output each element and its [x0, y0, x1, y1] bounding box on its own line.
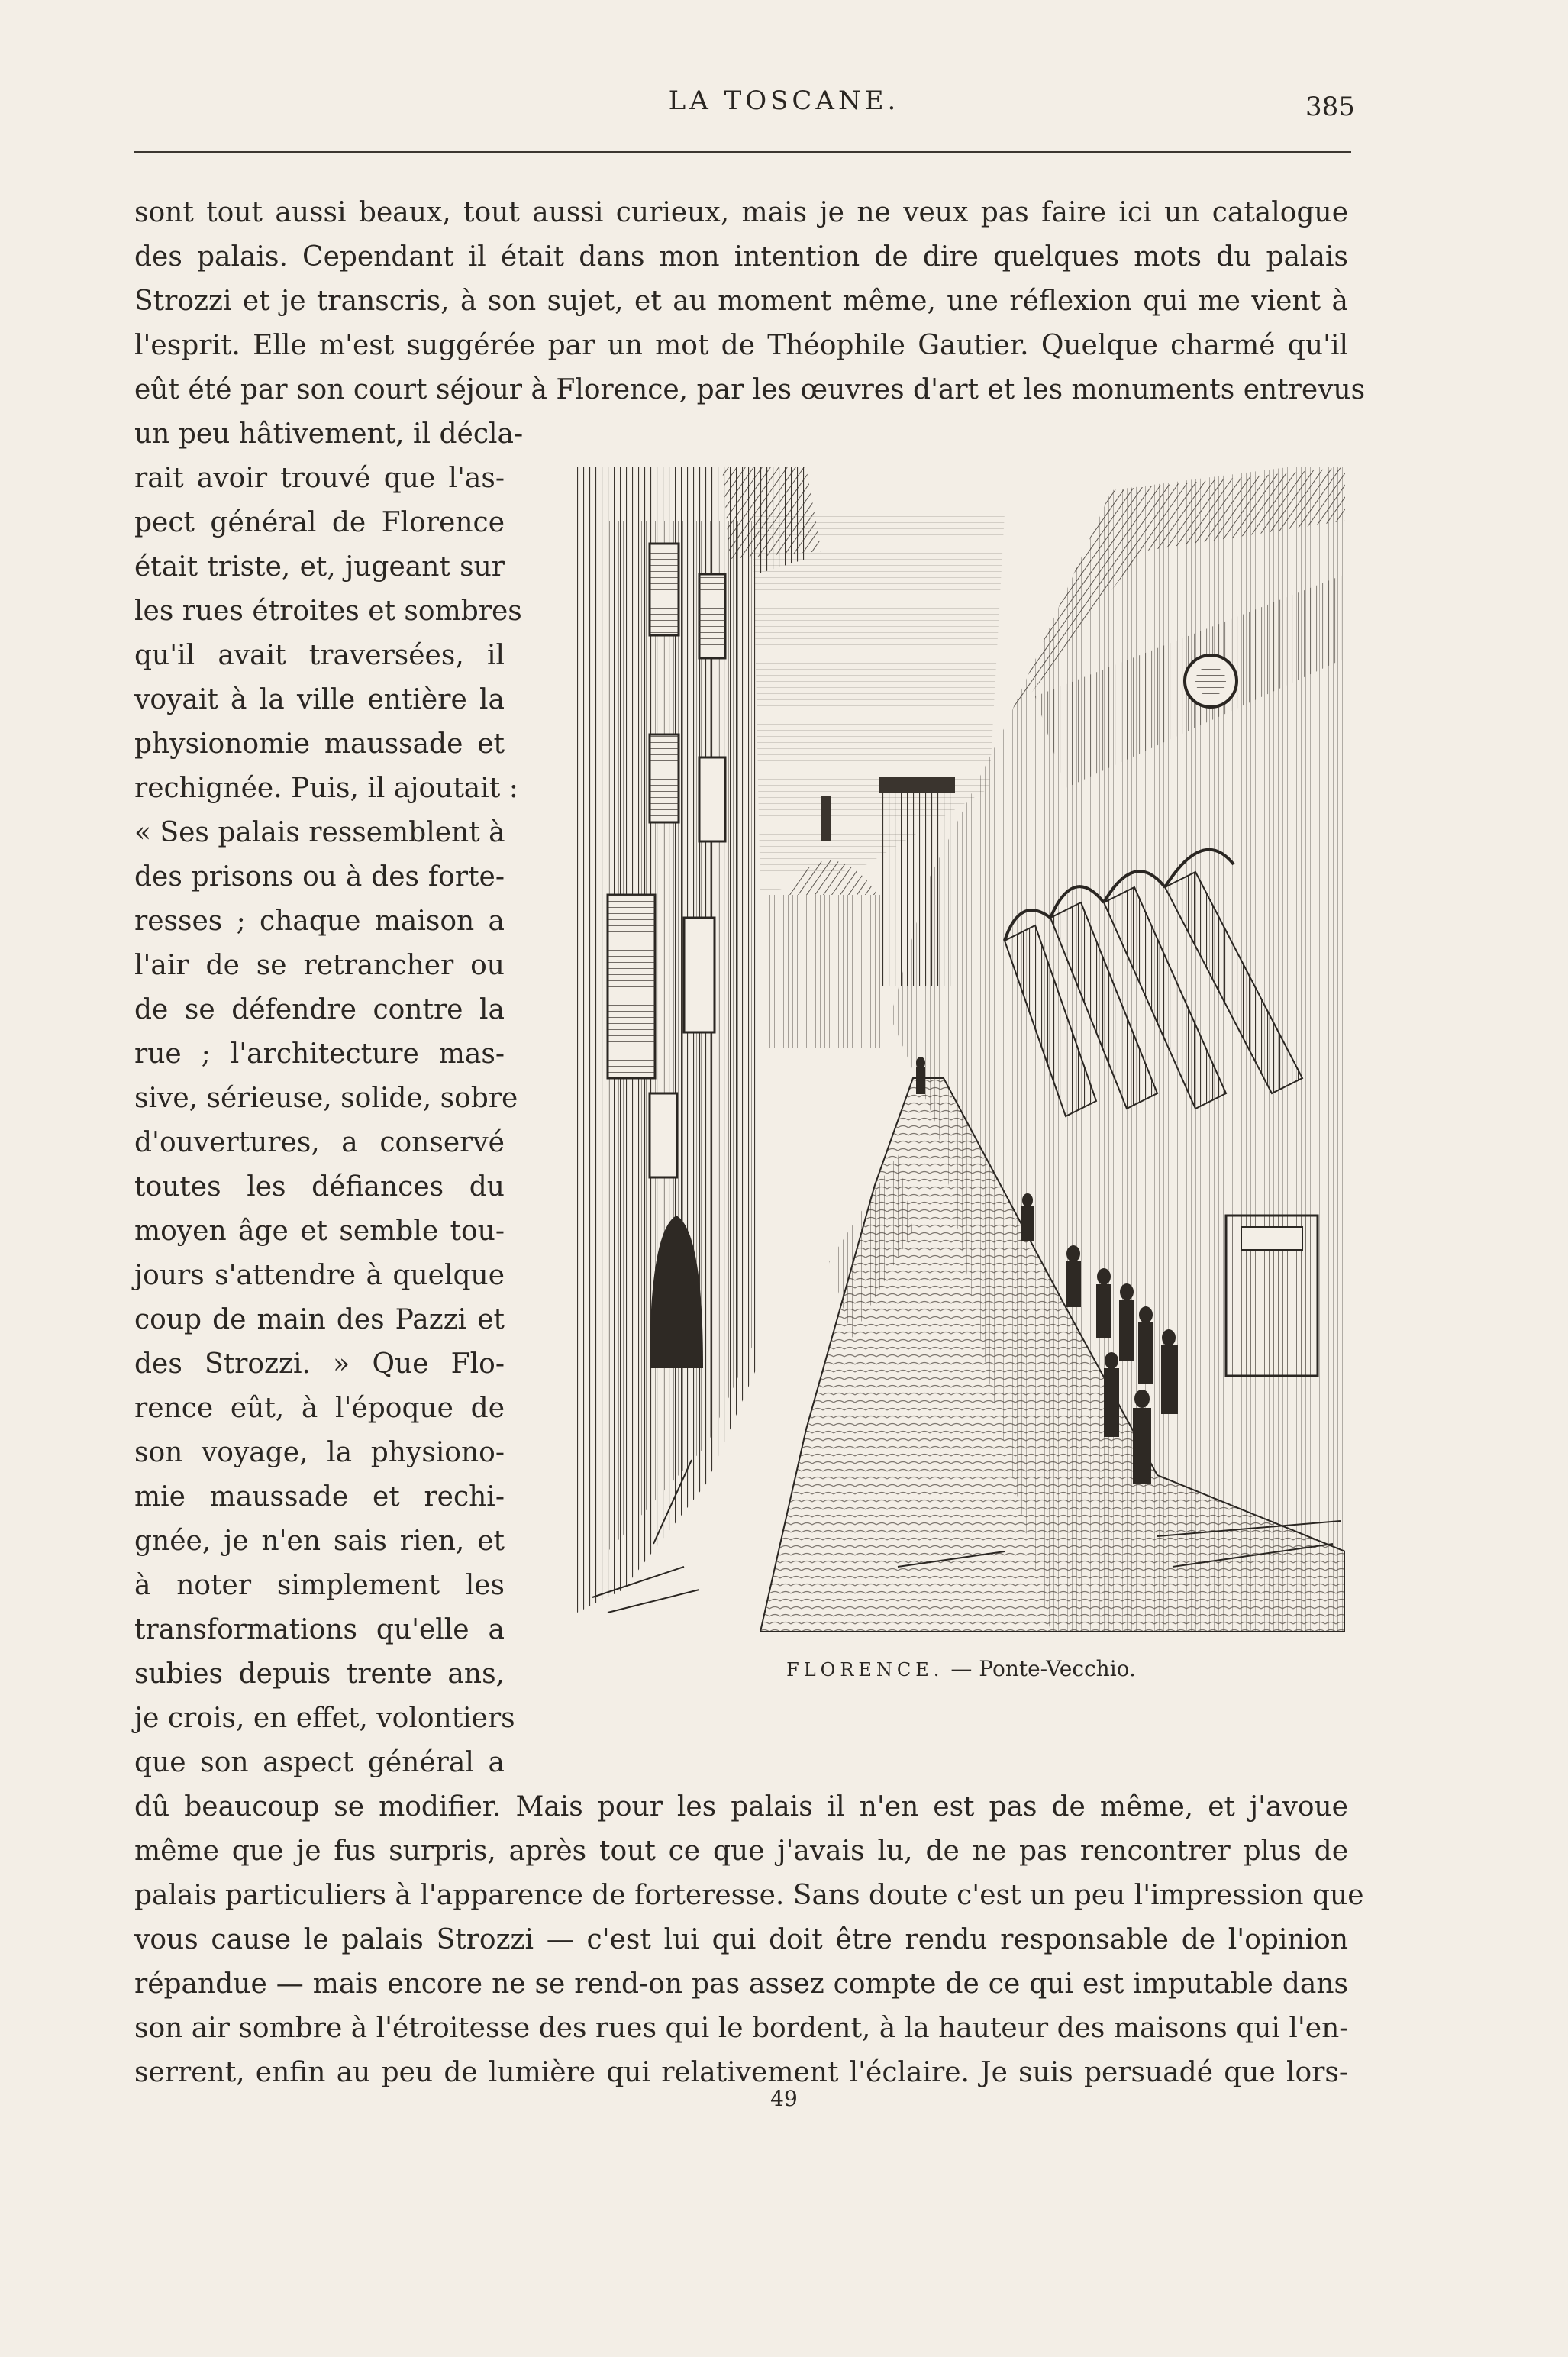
text-line: répandue — mais encore ne se rend-on pas assez compte de ce qui est imputable dans	[134, 1968, 1348, 2000]
text-line: mie maussade et rechi-	[134, 1481, 505, 1513]
text-line: vous cause le palais Strozzi — c'est lui qui doit être rendu responsable de l'opinion	[134, 1924, 1348, 1955]
text-line: son voyage, la physiono-	[134, 1437, 505, 1468]
page-number: 385	[1305, 92, 1355, 122]
text-line: rait avoir trouvé que l'as-	[134, 463, 505, 494]
text-line: je crois, en effet, volontiers	[134, 1703, 515, 1734]
text-line: gnée, je n'en sais rien, et	[134, 1526, 505, 1557]
text-line: subies depuis trente ans,	[134, 1658, 505, 1690]
text-line: pect général de Florence	[134, 507, 505, 538]
text-line: voyait à la ville entière la	[134, 684, 505, 715]
text-line: un peu hâtivement, il décla-	[134, 418, 524, 450]
text-line: sive, sérieuse, solide, sobre	[134, 1083, 518, 1114]
caption-subject: Ponte-Vecchio.	[979, 1656, 1136, 1681]
text-line: eût été par son court séjour à Florence, par les œuvres d'art et les monuments entrevus	[134, 374, 1366, 405]
text-line: de se défendre contre la	[134, 994, 505, 1025]
text-line: même que je fus surpris, après tout ce que j'avais lu, de ne pas rencontrer plus de	[134, 1836, 1348, 1867]
text-line: physionomie maussade et	[134, 728, 505, 760]
text-line: les rues étroites et sombres	[134, 596, 522, 627]
text-line: l'air de se retrancher ou	[134, 950, 505, 981]
text-line: des prisons ou à des forte-	[134, 861, 505, 893]
text-line: serrent, enfin au peu de lumière qui relativement l'éclaire. Je suis persuadé que lors-	[134, 2057, 1348, 2088]
text-line: palais particuliers à l'apparence de forteresse. Sans doute c'est un peu l'impression que	[134, 1880, 1364, 1911]
text-line: que son aspect général a	[134, 1747, 505, 1778]
text-line: des Strozzi. » Que Flo-	[134, 1348, 505, 1380]
text-line: resses ; chaque maison a	[134, 906, 505, 937]
figure-caption	[577, 1654, 1345, 1685]
text-line: sont tout aussi beaux, tout aussi curieux, mais je ne veux pas faire ici un catalogue	[134, 197, 1348, 228]
text-line: dû beaucoup se modifier. Mais pour les palais il n'en est pas de même, et j'avoue	[134, 1791, 1348, 1823]
text-line: l'esprit. Elle m'est suggérée par un mot de Théophile Gautier. Quelque charmé qu'il	[134, 330, 1348, 361]
caption-dash: —	[944, 1656, 979, 1681]
illustration-ponte-vecchio	[577, 467, 1345, 1632]
text-line: des palais. Cependant il était dans mon intention de dire quelques mots du palais	[134, 241, 1348, 273]
text-line: Strozzi et je transcris, à son sujet, et au moment même, une réflexion qui me vient à	[134, 286, 1348, 317]
text-line: qu'il avait traversées, il	[134, 640, 505, 671]
header-rule	[134, 151, 1351, 153]
text-line: rue ; l'architecture mas-	[134, 1038, 505, 1070]
text-line: moyen âge et semble tou-	[134, 1216, 505, 1247]
caption-place: FLORENCE.	[786, 1659, 944, 1681]
text-line: rence eût, à l'époque de	[134, 1393, 505, 1424]
text-line: rechignée. Puis, il ajoutait :	[134, 773, 518, 804]
running-title: LA TOSCANE.	[668, 86, 900, 116]
signature-mark: 49	[770, 2086, 798, 2111]
text-line: toutes les défiances du	[134, 1171, 505, 1203]
text-line: était triste, et, jugeant sur	[134, 551, 505, 583]
text-line: jours s'attendre à quelque	[134, 1260, 505, 1291]
text-line: d'ouvertures, a conservé	[134, 1127, 505, 1158]
text-line: à noter simplement les	[134, 1570, 505, 1601]
text-line: coup de main des Pazzi et	[134, 1304, 505, 1335]
text-line: « Ses palais ressemblent à	[134, 817, 505, 848]
text-line: son air sombre à l'étroitesse des rues qui le bordent, à la hauteur des maisons qui l'en-	[134, 2013, 1349, 2044]
text-line: transformations qu'elle a	[134, 1614, 505, 1645]
